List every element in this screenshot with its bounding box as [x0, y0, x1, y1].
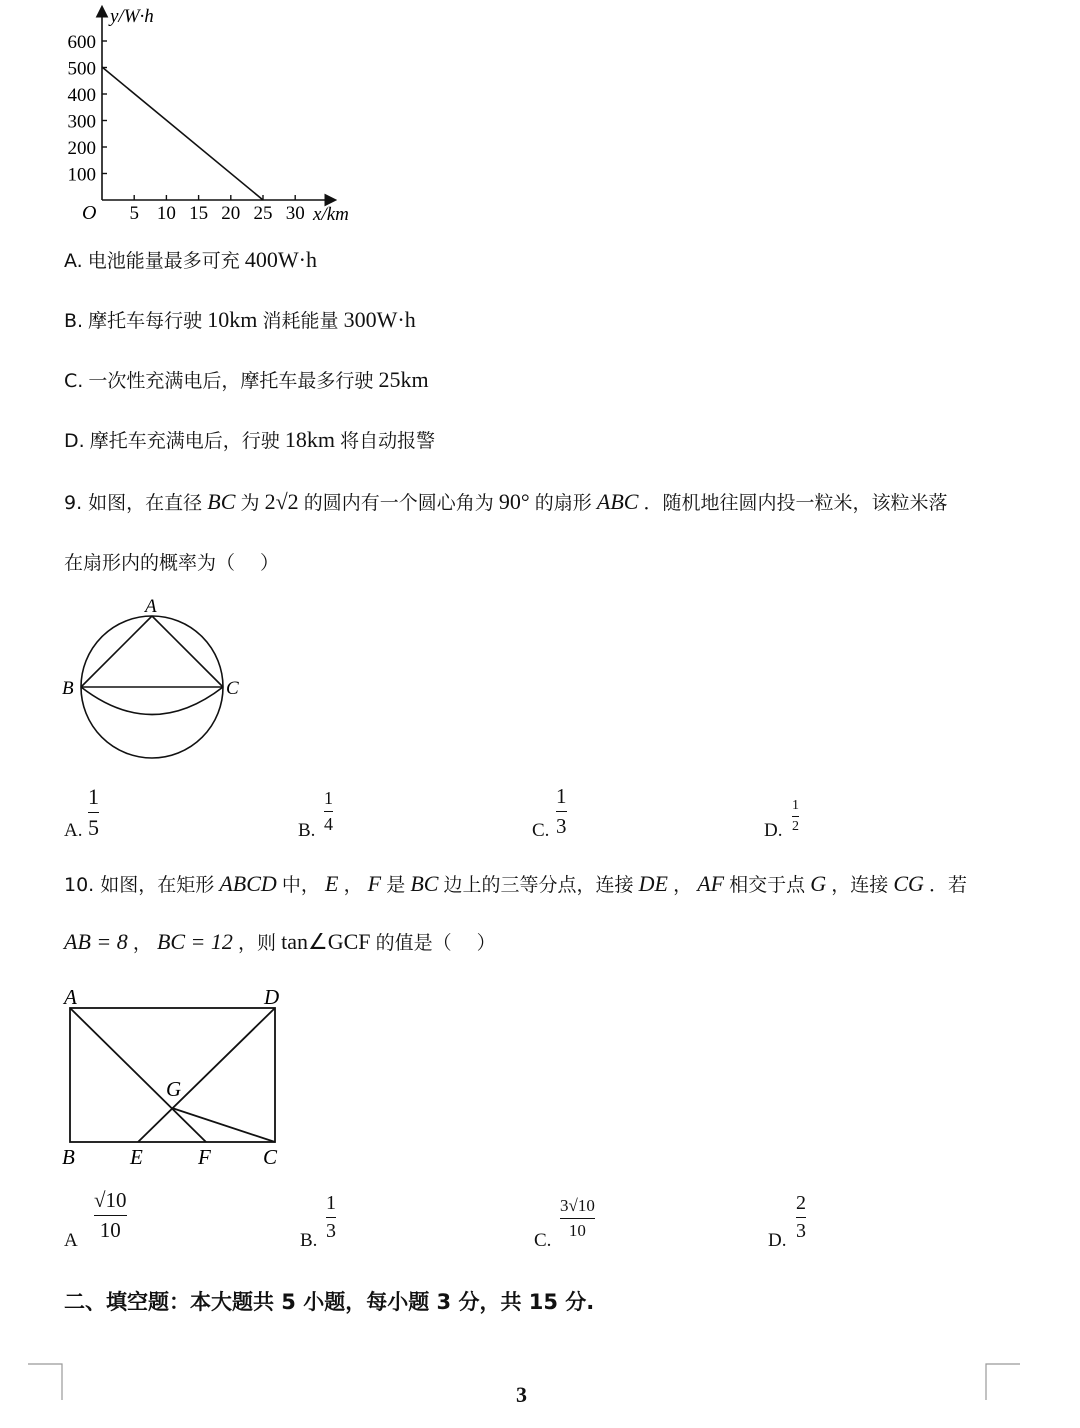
sector-arc: [81, 687, 223, 715]
math: DE: [638, 871, 668, 896]
denominator: 10: [99, 1218, 121, 1242]
option-letter: B.: [64, 310, 84, 332]
y-axis-label: y/W·h: [110, 6, 154, 27]
numerator: 1: [324, 788, 333, 808]
option-math: 18km: [284, 427, 335, 452]
math: 2√2: [264, 489, 299, 514]
numerator: 1: [88, 784, 99, 809]
text: 相交于点: [729, 874, 806, 896]
denominator: 2: [792, 819, 799, 834]
option-text: 电池能量最多可充: [87, 250, 240, 272]
q9-stem-line2: [64, 548, 279, 575]
option-tail: 消耗能量: [262, 310, 339, 332]
text: 是: [386, 874, 406, 896]
label-d: D: [264, 985, 280, 1009]
energy-line: [102, 67, 263, 200]
text: 10. 如图，在矩形: [64, 874, 215, 896]
q8-option-d: [64, 426, 435, 453]
q9-option-d-letter: D.: [764, 820, 783, 841]
text: 边上的三等分点，连接: [443, 874, 634, 896]
math: E: [325, 871, 339, 896]
math: F: [367, 871, 382, 896]
numerator: 3√10: [560, 1196, 595, 1215]
q10-rectangle-figure: [58, 982, 298, 1172]
x-tick-label: 25: [253, 203, 273, 224]
math: G: [810, 871, 827, 896]
numerator: 1: [326, 1192, 336, 1214]
label-c: C: [263, 1145, 278, 1169]
text: 9. 如图，在直径: [64, 492, 203, 514]
text: 在扇形内的概率为（ ）: [64, 552, 280, 574]
segment-cg: [172, 1108, 275, 1142]
q9-stem-line1: [64, 488, 948, 515]
x-axis-label: x/km: [313, 204, 349, 225]
numerator: 2: [796, 1192, 806, 1214]
q10-stem-line2: [64, 928, 496, 955]
q8-option-a: [64, 246, 317, 273]
x-tick-label: 15: [189, 203, 209, 224]
denominator: 3: [556, 814, 567, 838]
segment-de: [138, 1008, 275, 1142]
q10-option-c-fraction: [560, 1196, 595, 1241]
q10-stem-line1: [64, 870, 967, 897]
text: 的值是（ ）: [375, 932, 496, 954]
label-e: E: [130, 1145, 143, 1169]
text: ，: [132, 932, 152, 954]
q9-circle-figure: [58, 592, 258, 767]
denominator: 5: [88, 815, 99, 840]
y-tick-label: 200: [67, 138, 96, 159]
y-tick-label: 600: [67, 32, 96, 53]
option-text: 摩托车充满电后，行驶: [89, 430, 280, 452]
label-a: A: [145, 596, 157, 617]
y-tick-label: 400: [67, 85, 96, 106]
q10-option-b-letter: B.: [300, 1230, 318, 1251]
q8-option-c: [64, 366, 429, 393]
label-b: B: [62, 1145, 75, 1169]
option-text: 摩托车每行驶: [88, 310, 203, 332]
option-text: 一次性充满电后，摩托车最多行驶: [88, 370, 374, 392]
math: BC: [410, 871, 439, 896]
q8-option-b: [64, 306, 416, 333]
segment-af: [70, 1008, 206, 1142]
section-title: 二、填空题：本大题共 5 小题，每小题 3 分，共 15 分.: [64, 1290, 595, 1314]
label-g: G: [166, 1077, 182, 1101]
segment-ac: [152, 616, 223, 687]
math: BC = 12: [156, 929, 233, 954]
q9-option-c-letter: C.: [532, 820, 550, 841]
text: 为: [240, 492, 260, 514]
numerator: 1: [556, 784, 567, 808]
page-number: 3: [516, 1382, 527, 1407]
option-tail: 将自动报警: [340, 430, 436, 452]
math: BC: [207, 489, 236, 514]
rectangle-abcd: [70, 1008, 275, 1142]
origin-label: O: [82, 202, 97, 224]
math: tan∠GCF: [281, 929, 371, 954]
x-tick-label: 30: [285, 203, 305, 224]
option-math: 25km: [378, 367, 429, 392]
text: ，: [343, 874, 363, 896]
option-letter: D.: [64, 430, 85, 452]
text: ．随机地往圆内投一粒米，该粒米落: [643, 492, 948, 514]
x-tick-label: 5: [129, 203, 139, 224]
math: AB = 8: [64, 929, 128, 954]
option-letter: C.: [64, 370, 84, 392]
denominator: 10: [568, 1221, 586, 1240]
text: ，则: [238, 932, 277, 954]
denominator: 3: [326, 1220, 336, 1242]
y-tick-label: 300: [67, 111, 96, 133]
label-f: F: [198, 1145, 211, 1169]
text: 的扇形: [534, 492, 592, 514]
label-b: B: [62, 678, 74, 699]
q9-option-b-fraction: [324, 788, 333, 835]
y-tick-label: 100: [67, 164, 96, 186]
label-c: C: [226, 678, 239, 699]
x-tick-label: 20: [221, 203, 241, 224]
q10-option-a-fraction: [94, 1188, 127, 1243]
y-tick-label: 500: [67, 58, 96, 80]
denominator: 4: [324, 814, 333, 834]
label-a: A: [64, 985, 77, 1009]
q9-option-b-letter: B.: [298, 820, 316, 841]
q9-option-c-fraction: [556, 784, 567, 839]
text: ．若: [929, 874, 968, 896]
q9-option-a-fraction: [88, 784, 99, 841]
energy-distance-graph: [60, 0, 380, 230]
q10-option-c-letter: C.: [534, 1230, 552, 1251]
math: AF: [697, 871, 725, 896]
option-letter: A.: [64, 250, 83, 272]
segment-ab: [81, 616, 152, 687]
option-math2: 300W·h: [343, 307, 416, 332]
text: 中，: [281, 874, 320, 896]
math: ABC: [596, 489, 639, 514]
text: ，连接: [831, 874, 889, 896]
math: CG: [893, 871, 924, 896]
text: 的圆内有一个圆心角为: [303, 492, 494, 514]
math: ABCD: [219, 871, 277, 896]
denominator: 3: [796, 1220, 806, 1242]
numerator: 1: [792, 798, 799, 813]
text: ，: [673, 874, 693, 896]
q10-option-b-fraction: [326, 1192, 336, 1243]
option-math: 400W·h: [244, 247, 317, 272]
q10-option-a-letter: A: [64, 1230, 78, 1251]
option-math: 10km: [207, 307, 258, 332]
q9-option-d-fraction: [792, 798, 799, 835]
q9-option-a-letter: A.: [64, 820, 83, 841]
q10-option-d-letter: D.: [768, 1230, 787, 1251]
q10-option-d-fraction: [796, 1192, 806, 1243]
math: 90°: [498, 489, 530, 514]
x-tick-label: 10: [156, 203, 176, 224]
page-corner-marks: [0, 1356, 1080, 1428]
numerator: √10: [94, 1188, 127, 1212]
